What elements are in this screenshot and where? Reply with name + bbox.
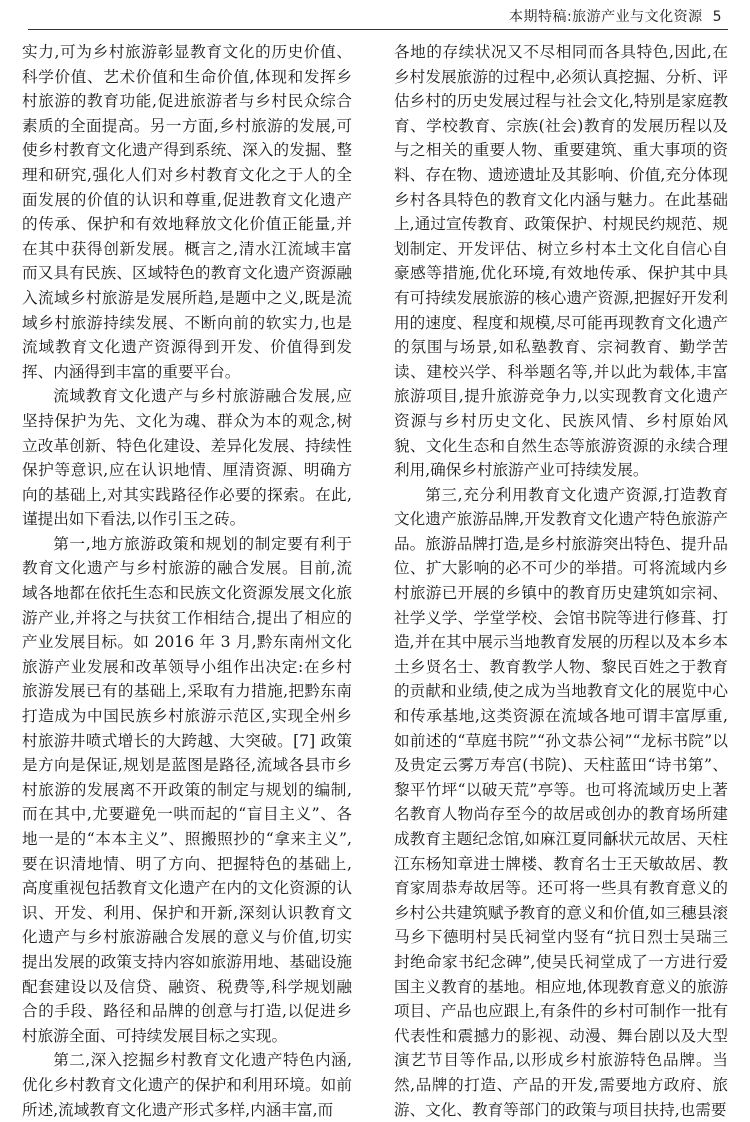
paragraph: 第一,地方旅游政策和规划的制定要有利于教育文化遗产与乡村旅游的融合发展。目前,流域各地都在依托生态和民族文化资源发展文化旅游产业,并将之与扶贫工作相结合,提出了相应的产业发展目标。如 2016 年 3 月,黔东南州文化旅游产业发展和改革领导小组作出决定:在乡村旅游发展已有的基础上,采取有力措施,把黔东南打造成为中国民族乡村旅游示范区,实现全州乡村旅游井喷式增长的大跨越、大突破。[7] 政策是方向是保证,规划是蓝图是路径,流域各县市乡村旅游的发展离不开政策的制定与规划的编制,而在其中,尤要避免一哄而起的“盲目主义”、各地一是的“本本主义”、照搬照抄的“拿来主义”,要在识清地情、明了方向、把握特色的基础上,高度重视包括教育文化遗产在内的文化资源的认识、开发、利用、保护和开新,深刻认识教育文化遗产与乡村旅游融合发展的意义与价值,切实提出发展的政策支持内容如旅游用地、基础设施配套建设以及信贷、融资、税费等,科学规划融合的手段、路径和品牌的创意与打造,以促进乡村旅游全面、可持续发展目标之实现。 [22,534,352,1045]
paragraph: 第二,深入挖掘乡村教育文化遗产特色内涵,优化乡村教育文化遗产的保护和利用环境。如前所述,流域教育文化遗产形式多样,内涵丰富,而 [22,1051,352,1119]
page-number: 5 [712,9,722,25]
running-header [0,0,750,34]
running-title: 本期特稿:旅游产业与文化资源 [508,9,703,25]
running-header-text [509,6,722,26]
paragraph: 各地的存续状况又不尽相同而各具特色,因此,在乡村发展旅游的过程中,必须认真挖掘、分析、评估乡村的历史发展过程与社会文化,特别是家庭教育、学校教育、宗族(社会)教育的发展历程以及与之相关的重要人物、重要建筑、重大事项的资料、存在物、遗迹遗址及其影响、价值,充分体现乡村各具特色的教育文化内涵与魅力。在此基础上,通过宣传教育、政策保护、村规民约规范、规划制定、开发评估、树立乡村本土文化自信心自豪感等措施,优化环境,有效地传承、保护其中具有可持续发展旅游的核心遗产资源,把握好开发利用的速度、程度和规模,尽可能再现教育文化遗产的氛围与场景,如私塾教育、宗祠教育、勤学苦读、建校兴学、科举题名等,并以此为载体,丰富旅游项目,提升旅游竞争力,以实现教育文化遗产资源与乡村历史文化、民族风情、乡村原始风貌、文化生态和自然生态等旅游资源的永续合理利用,确保乡村旅游产业可持续发展。 [394,43,728,480]
header-rule [28,29,728,30]
paragraph: 实力,可为乡村旅游彰显教育文化的历史价值、科学价值、艺术价值和生命价值,体现和发挥乡村旅游的教育功能,促进旅游者与乡村民众综合素质的全面提高。另一方面,乡村旅游的发展,可使乡村教育文化遗产得到系统、深入的发掘、整理和研究,强化人们对乡村教育文化之于人的全面发展的价值的认识和尊重,促进教育文化遗产的传承、保护和有效地释放文化价值正能量,并在其中获得创新发展。概言之,清水江流域丰富而又具有民族、区域特色的教育文化遗产资源融入流域乡村旅游是发展所趋,是题中之义,既是流域乡村旅游持续发展、不断向前的软实力,也是流域教育文化遗产资源得到开发、价值得到发挥、内涵得到丰富的重要平台。 [22,43,352,381]
left-column [22,40,352,1119]
paragraph: 流域教育文化遗产与乡村旅游融合发展,应坚持保护为先、文化为魂、群众为本的观念,树立改革创新、特色化建设、差异化发展、持续性保护等意识,应在认识地情、厘清资源、明确方向的基础上,对其实践路径作必要的探索。在此,谨提出如下看法,以作引玉之砖。 [22,387,352,529]
paragraph: 第三,充分利用教育文化遗产资源,打造教育文化遗产旅游品牌,开发教育文化遗产特色旅游产品。旅游品牌打造,是乡村旅游突出特色、提升品位、扩大影响的必不可少的举措。可将流域内乡村旅游已开展的乡镇中的教育历史建筑如宗祠、社学义学、学堂学校、会馆书院等进行修葺、打造,并在其中展示当地教育发展的历程以及本乡本土乡贤名士、教育教学人物、黎民百姓之于教育的贡献和业绩,使之成为当地教育文化的展览中心和传承基地,这类资源在流域各地可谓丰富厚重,如前述的“草庭书院”“孙文恭公祠”“龙标书院”以及贵定云雾万寿宫(书院)、天柱蓝田“诗书第”、黎平竹坪“以破天荒”亭等。也可将流域历史上著名教育人物尚存至今的故居或创办的教育场所建成教育主题纪念馆,如麻江夏同龢状元故居、天柱江东杨知章进士牌楼、教育名士王天敏故居、教育家周恭寿故居等。还可将一些具有教育意义的乡村公共建筑赋予教育的意义和价值,如三穗县滚马乡下德明村吴氏祠堂内竖有“抗日烈士吴瑞三封绝命家书纪念碑”,使吴氏祠堂成了一方进行爱国主义教育的基地。相应地,体现教育意义的旅游项目、产品也应跟上,有条件的乡村可制作一批有代表性和震撼力的影视、动漫、舞台剧以及大型演艺节目等作品,以形成乡村旅游特色品牌。当然,品牌的打造、产品的开发,需要地方政府、旅游、文化、教育等部门的政策与项目扶持,也需要 [394,485,728,1119]
right-column [394,40,728,1119]
